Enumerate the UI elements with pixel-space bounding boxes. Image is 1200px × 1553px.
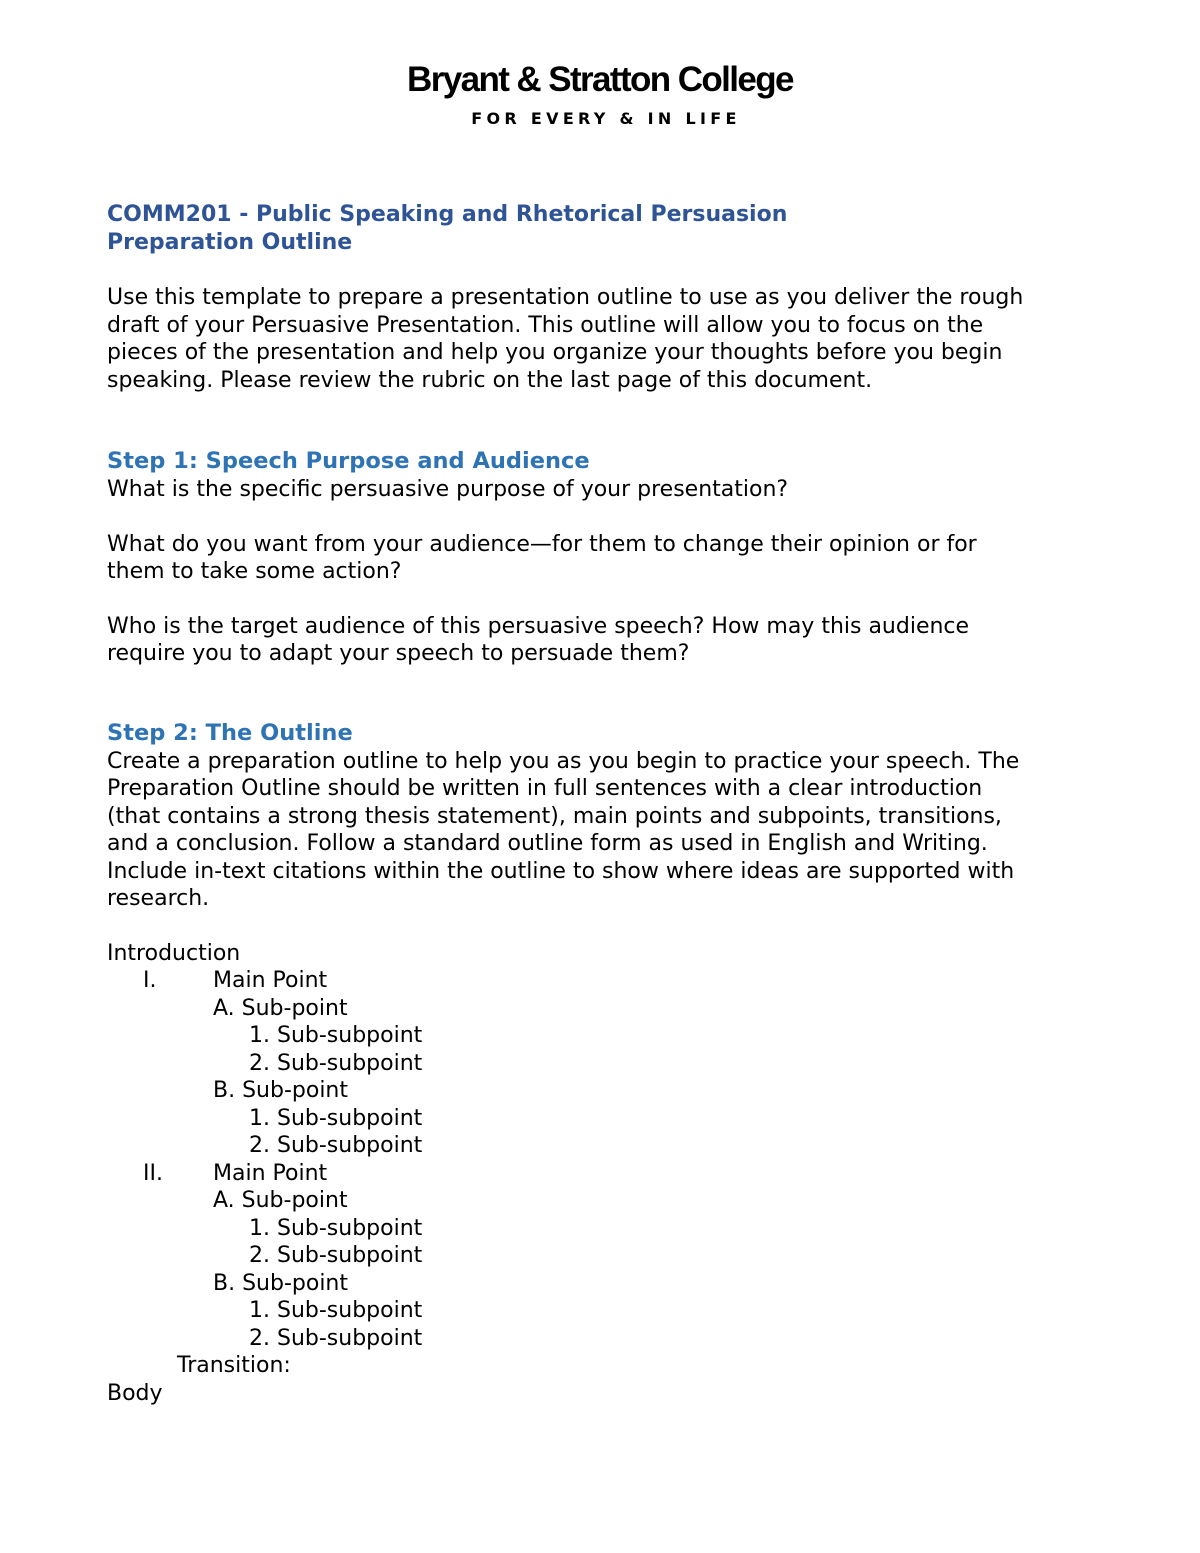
- step2-heading: Step 2: The Outline: [107, 719, 353, 746]
- intro-paragraph: [107, 284, 1107, 394]
- outline-sub-subpoint: 2. Sub-subpoint: [249, 1133, 423, 1158]
- step2-instructions: [107, 748, 1107, 913]
- outline-body-label: Body: [107, 1380, 163, 1406]
- logo-tagline: FOR EVERY & IN LIFE: [471, 109, 741, 128]
- instruction-line: Preparation Outline should be written in full sentences with a clear introduction: [107, 776, 983, 801]
- outline-sub-subpoint: 1. Sub-subpoint: [249, 1298, 423, 1323]
- document-title-course: COMM201 - Public Speaking and Rhetorical Persuasion: [107, 202, 788, 227]
- instruction-line: research.: [107, 886, 210, 911]
- step1-heading: Step 1: Speech Purpose and Audience: [107, 448, 590, 474]
- outline-sub-subpoint: 2. Sub-subpoint: [249, 1243, 423, 1268]
- outline-main-point: [107, 967, 1107, 995]
- document-content: [107, 201, 1107, 1407]
- step1-question-target-audience: [107, 613, 1107, 668]
- outline-template: [107, 940, 1107, 1408]
- instruction-line: and a conclusion. Follow a standard outline form as used in English and Writing.: [107, 831, 988, 856]
- main-point-label: Main Point: [213, 1160, 328, 1186]
- instruction-line: (that contains a strong thesis statement), main points and subpoints, transitions,: [107, 803, 1002, 829]
- outline-sub-subpoint: 2. Sub-subpoint: [249, 1325, 423, 1351]
- outline-sub-point: B. Sub-point: [213, 1270, 348, 1296]
- logo-name: Bryant & Stratton College: [407, 60, 793, 99]
- main-point-numeral: II.: [143, 1160, 163, 1186]
- outline-sub-subpoint: 1. Sub-subpoint: [249, 1105, 423, 1131]
- question-line: them to take some action?: [107, 559, 402, 584]
- outline-main-point: [107, 1160, 1107, 1188]
- intro-line: draft of your Persuasive Presentation. This outline will allow you to focus on the: [107, 312, 984, 338]
- step1-question-audience-want: [107, 531, 1107, 586]
- instruction-line: Include in-text citations within the outline to show where ideas are supported with: [107, 858, 1015, 884]
- outline-sub-subpoint: 2. Sub-subpoint: [249, 1050, 423, 1076]
- outline-sub-point: A. Sub-point: [213, 995, 348, 1021]
- outline-sub-subpoint: 1. Sub-subpoint: [249, 1215, 423, 1241]
- main-point-numeral: I.: [143, 968, 157, 993]
- college-logo: [0, 56, 1200, 130]
- intro-line: Use this template to prepare a presentation outline to use as you deliver the rough: [107, 285, 1024, 310]
- intro-line: speaking. Please review the rubric on the last page of this document.: [107, 367, 873, 393]
- intro-line: pieces of the presentation and help you organize your thoughts before you begin: [107, 340, 1003, 365]
- instruction-line: Create a preparation outline to help you as you begin to practice your speech. The: [107, 748, 1020, 774]
- outline-sub-point: A. Sub-point: [213, 1188, 348, 1213]
- main-point-label: Main Point: [213, 968, 328, 993]
- outline-sub-point: B. Sub-point: [213, 1078, 348, 1103]
- step1-question-purpose: What is the specific persuasive purpose of your presentation?: [107, 477, 789, 502]
- question-line: Who is the target audience of this persuasive speech? How may this audience: [107, 613, 970, 639]
- outline-transition-label: Transition:: [177, 1353, 291, 1378]
- outline-sub-subpoint: 1. Sub-subpoint: [249, 1023, 423, 1048]
- document-title-outline: Preparation Outline: [107, 230, 353, 255]
- outline-introduction-label: Introduction: [107, 940, 241, 966]
- question-line: require you to adapt your speech to persuade them?: [107, 641, 690, 666]
- question-line: What do you want from your audience—for them to change their opinion or for: [107, 531, 977, 557]
